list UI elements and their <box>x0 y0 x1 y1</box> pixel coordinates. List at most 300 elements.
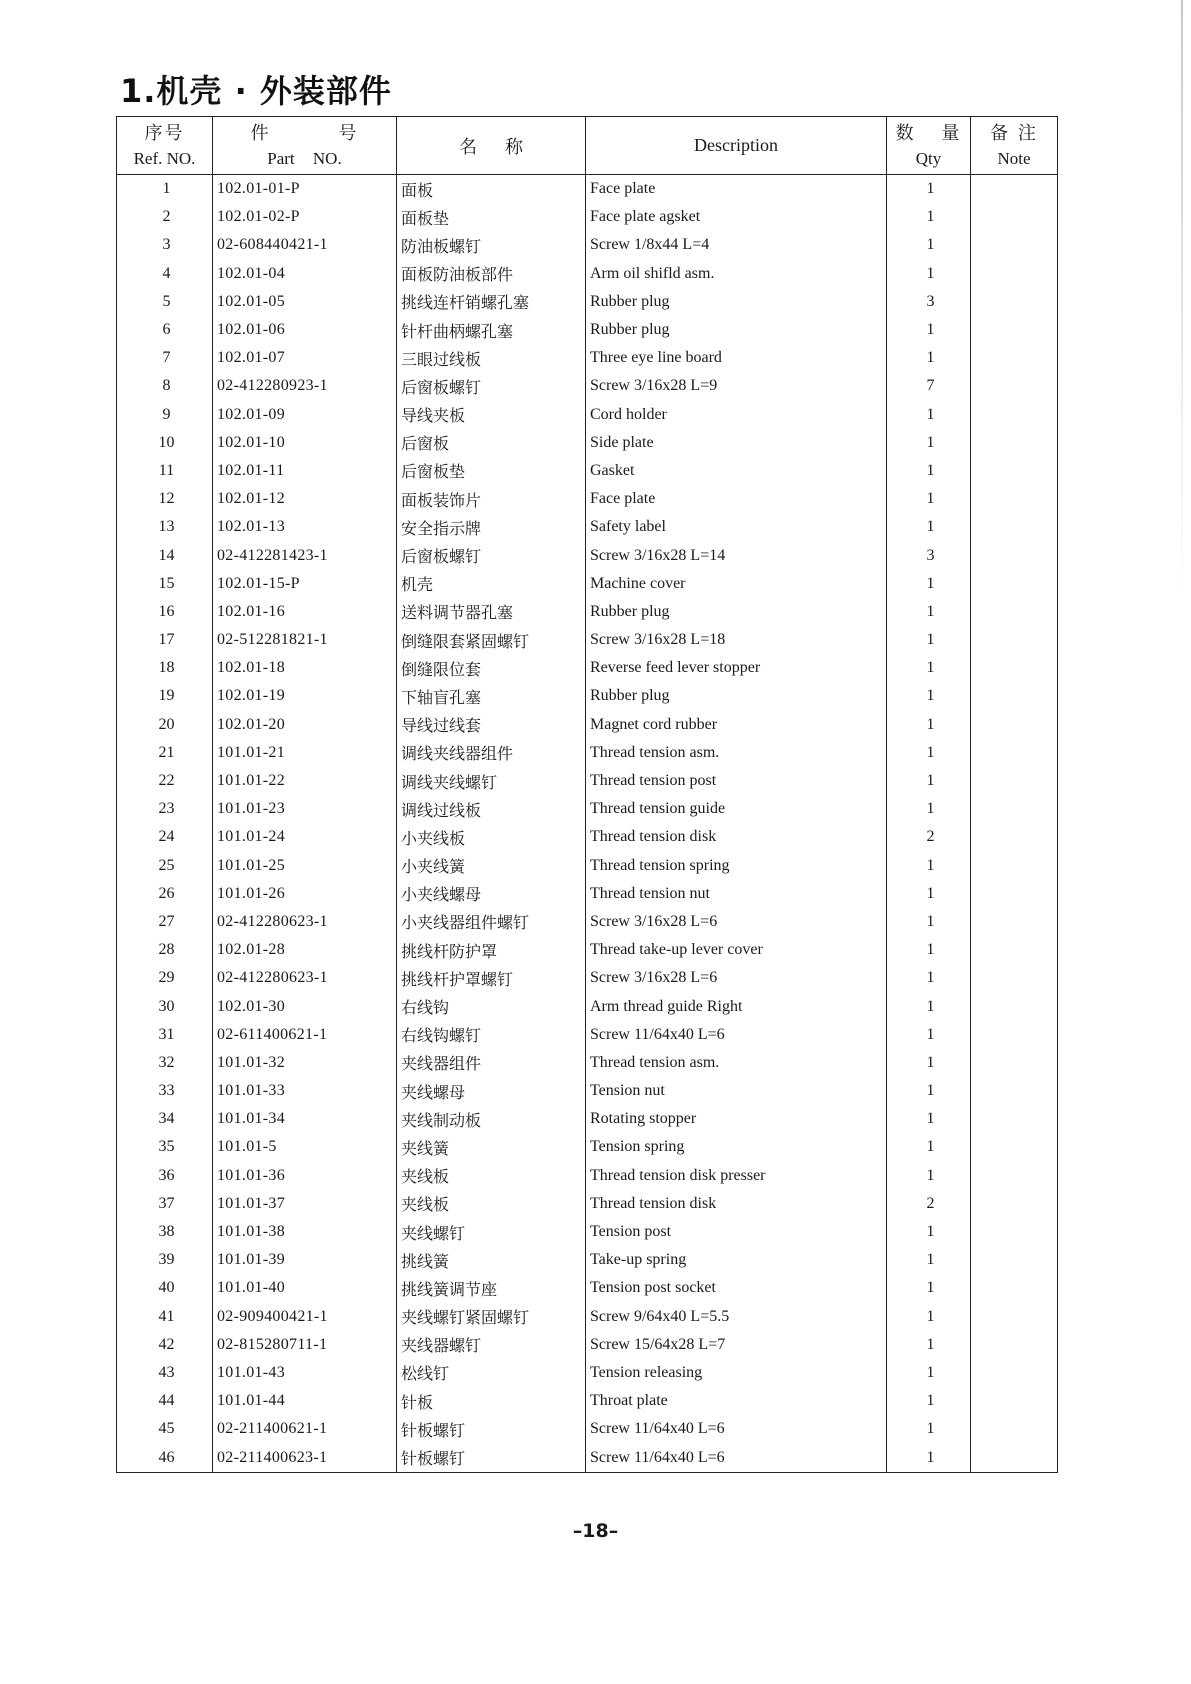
row-part-no: 102.01-16 <box>213 598 397 626</box>
header-qty-en: Qty <box>915 148 942 168</box>
row-ref-no: 11 <box>117 457 213 485</box>
row-description: Rubber plug <box>586 598 887 626</box>
row-name-cn: 后窗板螺钉 <box>397 372 586 400</box>
row-name-cn: 小夹线器组件螺钉 <box>397 908 586 936</box>
row-name-cn: 针板螺钉 <box>397 1443 586 1472</box>
row-name-cn: 倒缝限套紧固螺钉 <box>397 626 586 654</box>
row-note <box>971 1190 1058 1218</box>
row-qty: 1 <box>887 852 971 880</box>
row-part-no: 102.01-20 <box>213 711 397 739</box>
row-qty: 1 <box>887 344 971 372</box>
row-note <box>971 1331 1058 1359</box>
row-qty: 1 <box>887 626 971 654</box>
row-qty: 1 <box>887 429 971 457</box>
row-note <box>971 1162 1058 1190</box>
parts-table <box>116 116 1058 1473</box>
table-row <box>117 231 1058 259</box>
table-row <box>117 570 1058 598</box>
row-name-cn: 挑线连杆销螺孔塞 <box>397 288 586 316</box>
row-note <box>971 908 1058 936</box>
row-ref-no: 35 <box>117 1133 213 1161</box>
row-note <box>971 880 1058 908</box>
row-part-no: 101.01-44 <box>213 1387 397 1415</box>
row-description: Thread tension nut <box>586 880 887 908</box>
table-row <box>117 457 1058 485</box>
row-description: Arm thread guide Right <box>586 992 887 1020</box>
row-part-no: 02-608440421-1 <box>213 231 397 259</box>
row-name-cn: 面板 <box>397 175 586 204</box>
table-row <box>117 1077 1058 1105</box>
row-ref-no: 3 <box>117 231 213 259</box>
row-ref-no: 26 <box>117 880 213 908</box>
row-part-no: 101.01-33 <box>213 1077 397 1105</box>
header-note-cn: 备 注 <box>990 122 1038 144</box>
row-note <box>971 1246 1058 1274</box>
row-qty: 1 <box>887 1162 971 1190</box>
row-description: Screw 1/8x44 L=4 <box>586 231 887 259</box>
row-name-cn: 防油板螺钉 <box>397 231 586 259</box>
row-note <box>971 711 1058 739</box>
row-name-cn: 夹线螺钉紧固螺钉 <box>397 1303 586 1331</box>
row-part-no: 02-412281423-1 <box>213 541 397 569</box>
row-ref-no: 24 <box>117 823 213 851</box>
row-note <box>971 852 1058 880</box>
row-description: Screw 11/64x40 L=6 <box>586 1021 887 1049</box>
row-note <box>971 795 1058 823</box>
row-qty: 3 <box>887 288 971 316</box>
table-row <box>117 1387 1058 1415</box>
table-row <box>117 654 1058 682</box>
table-row <box>117 795 1058 823</box>
row-name-cn: 夹线板 <box>397 1162 586 1190</box>
row-ref-no: 40 <box>117 1274 213 1302</box>
row-part-no: 102.01-10 <box>213 429 397 457</box>
table-row <box>117 1218 1058 1246</box>
row-qty: 1 <box>887 401 971 429</box>
row-ref-no: 22 <box>117 767 213 795</box>
row-qty: 2 <box>887 823 971 851</box>
row-note <box>971 1218 1058 1246</box>
row-ref-no: 29 <box>117 964 213 992</box>
table-row <box>117 1443 1058 1472</box>
row-part-no: 102.01-11 <box>213 457 397 485</box>
row-description: Screw 3/16x28 L=18 <box>586 626 887 654</box>
row-part-no: 101.01-37 <box>213 1190 397 1218</box>
row-note <box>971 936 1058 964</box>
row-note <box>971 598 1058 626</box>
row-description: Tension releasing <box>586 1359 887 1387</box>
table-row <box>117 711 1058 739</box>
row-name-cn: 机壳 <box>397 570 586 598</box>
row-description: Face plate <box>586 485 887 513</box>
row-name-cn: 小夹线螺母 <box>397 880 586 908</box>
header-part-cn: 件 号 <box>250 122 359 144</box>
scan-page-edge <box>1181 0 1183 600</box>
row-description: Thread tension post <box>586 767 887 795</box>
row-part-no: 102.01-19 <box>213 682 397 710</box>
table-row <box>117 823 1058 851</box>
row-part-no: 101.01-24 <box>213 823 397 851</box>
row-name-cn: 挑线簧 <box>397 1246 586 1274</box>
table-row <box>117 1303 1058 1331</box>
row-qty: 1 <box>887 739 971 767</box>
header-part-en: Part NO. <box>267 148 342 168</box>
row-ref-no: 20 <box>117 711 213 739</box>
row-description: Side plate <box>586 429 887 457</box>
row-ref-no: 30 <box>117 992 213 1020</box>
table-row <box>117 1049 1058 1077</box>
table-row <box>117 1415 1058 1443</box>
row-note <box>971 1443 1058 1472</box>
row-qty: 1 <box>887 1443 971 1472</box>
table-row <box>117 513 1058 541</box>
header-qty <box>887 117 971 175</box>
row-name-cn: 小夹线板 <box>397 823 586 851</box>
row-part-no: 102.01-12 <box>213 485 397 513</box>
row-qty: 1 <box>887 880 971 908</box>
header-qty-cn: 数 量 <box>895 122 962 144</box>
row-description: Take-up spring <box>586 1246 887 1274</box>
row-description: Thread tension disk presser <box>586 1162 887 1190</box>
row-qty: 1 <box>887 1105 971 1133</box>
row-part-no: 102.01-13 <box>213 513 397 541</box>
row-description: Thread take-up lever cover <box>586 936 887 964</box>
row-part-no: 02-412280623-1 <box>213 964 397 992</box>
table-row <box>117 372 1058 400</box>
row-part-no: 02-412280623-1 <box>213 908 397 936</box>
row-name-cn: 小夹线簧 <box>397 852 586 880</box>
row-name-cn: 面板防油板部件 <box>397 260 586 288</box>
row-note <box>971 513 1058 541</box>
table-row <box>117 682 1058 710</box>
row-part-no: 101.01-43 <box>213 1359 397 1387</box>
table-row <box>117 1274 1058 1302</box>
header-part <box>213 117 397 175</box>
row-ref-no: 23 <box>117 795 213 823</box>
row-note <box>971 288 1058 316</box>
row-qty: 1 <box>887 1331 971 1359</box>
table-row <box>117 1359 1058 1387</box>
row-part-no: 102.01-04 <box>213 260 397 288</box>
row-qty: 1 <box>887 1077 971 1105</box>
row-note <box>971 457 1058 485</box>
row-ref-no: 15 <box>117 570 213 598</box>
row-qty: 1 <box>887 231 971 259</box>
row-description: Screw 3/16x28 L=6 <box>586 908 887 936</box>
row-qty: 1 <box>887 711 971 739</box>
row-ref-no: 28 <box>117 936 213 964</box>
row-part-no: 02-211400623-1 <box>213 1443 397 1472</box>
row-qty: 1 <box>887 316 971 344</box>
row-part-no: 101.01-39 <box>213 1246 397 1274</box>
row-note <box>971 372 1058 400</box>
row-note <box>971 823 1058 851</box>
row-name-cn: 挑线簧调节座 <box>397 1274 586 1302</box>
row-name-cn: 夹线簧 <box>397 1133 586 1161</box>
row-part-no: 02-211400621-1 <box>213 1415 397 1443</box>
row-description: Reverse feed lever stopper <box>586 654 887 682</box>
row-note <box>971 964 1058 992</box>
table-row <box>117 880 1058 908</box>
header-description <box>586 117 887 175</box>
row-ref-no: 41 <box>117 1303 213 1331</box>
row-ref-no: 8 <box>117 372 213 400</box>
row-description: Machine cover <box>586 570 887 598</box>
row-note <box>971 485 1058 513</box>
row-qty: 1 <box>887 1133 971 1161</box>
row-part-no: 02-512281821-1 <box>213 626 397 654</box>
row-description: Screw 11/64x40 L=6 <box>586 1415 887 1443</box>
row-part-no: 102.01-02-P <box>213 203 397 231</box>
header-note <box>971 117 1058 175</box>
row-note <box>971 316 1058 344</box>
table-row <box>117 1133 1058 1161</box>
table-row <box>117 908 1058 936</box>
row-qty: 1 <box>887 203 971 231</box>
row-description: Thread tension disk <box>586 823 887 851</box>
row-part-no: 02-815280711-1 <box>213 1331 397 1359</box>
row-name-cn: 夹线器组件 <box>397 1049 586 1077</box>
row-name-cn: 面板垫 <box>397 203 586 231</box>
row-name-cn: 安全指示牌 <box>397 513 586 541</box>
row-note <box>971 1415 1058 1443</box>
row-description: Screw 3/16x28 L=9 <box>586 372 887 400</box>
row-part-no: 101.01-34 <box>213 1105 397 1133</box>
row-note <box>971 1021 1058 1049</box>
row-part-no: 101.01-21 <box>213 739 397 767</box>
row-qty: 1 <box>887 1387 971 1415</box>
row-name-cn: 松线钉 <box>397 1359 586 1387</box>
row-ref-no: 5 <box>117 288 213 316</box>
table-row <box>117 852 1058 880</box>
row-qty: 1 <box>887 457 971 485</box>
header-note-en: Note <box>997 148 1031 168</box>
row-description: Throat plate <box>586 1387 887 1415</box>
row-description: Thread tension asm. <box>586 1049 887 1077</box>
table-row <box>117 288 1058 316</box>
row-name-cn: 调线夹线螺钉 <box>397 767 586 795</box>
row-part-no: 101.01-38 <box>213 1218 397 1246</box>
row-qty: 1 <box>887 175 971 204</box>
row-part-no: 102.01-15-P <box>213 570 397 598</box>
table-row <box>117 1162 1058 1190</box>
row-note <box>971 203 1058 231</box>
row-description: Screw 15/64x28 L=7 <box>586 1331 887 1359</box>
row-note <box>971 1303 1058 1331</box>
header-row <box>117 117 1058 175</box>
table-row <box>117 626 1058 654</box>
row-qty: 3 <box>887 541 971 569</box>
header-ref <box>117 117 213 175</box>
table-row <box>117 316 1058 344</box>
row-ref-no: 6 <box>117 316 213 344</box>
row-part-no: 101.01-36 <box>213 1162 397 1190</box>
row-qty: 1 <box>887 1246 971 1274</box>
row-name-cn: 下轴盲孔塞 <box>397 682 586 710</box>
parts-body <box>117 175 1058 1473</box>
row-note <box>971 1274 1058 1302</box>
row-qty: 1 <box>887 1274 971 1302</box>
row-part-no: 101.01-25 <box>213 852 397 880</box>
row-ref-no: 16 <box>117 598 213 626</box>
row-qty: 2 <box>887 1190 971 1218</box>
row-ref-no: 46 <box>117 1443 213 1472</box>
row-part-no: 102.01-06 <box>213 316 397 344</box>
row-name-cn: 调线过线板 <box>397 795 586 823</box>
row-note <box>971 1049 1058 1077</box>
table-row <box>117 485 1058 513</box>
row-description: Face plate <box>586 175 887 204</box>
row-ref-no: 33 <box>117 1077 213 1105</box>
row-description: Tension nut <box>586 1077 887 1105</box>
table-row <box>117 598 1058 626</box>
row-note <box>971 992 1058 1020</box>
row-ref-no: 12 <box>117 485 213 513</box>
row-name-cn: 夹线螺钉 <box>397 1218 586 1246</box>
page-title: 1.机壳 · 外装部件 <box>120 72 392 110</box>
row-ref-no: 13 <box>117 513 213 541</box>
row-description: Cord holder <box>586 401 887 429</box>
row-name-cn: 三眼过线板 <box>397 344 586 372</box>
row-name-cn: 夹线器螺钉 <box>397 1331 586 1359</box>
row-note <box>971 1105 1058 1133</box>
row-description: Thread tension spring <box>586 852 887 880</box>
row-description: Face plate agsket <box>586 203 887 231</box>
row-part-no: 101.01-32 <box>213 1049 397 1077</box>
row-qty: 1 <box>887 1303 971 1331</box>
row-name-cn: 后窗板螺钉 <box>397 541 586 569</box>
row-qty: 1 <box>887 654 971 682</box>
row-name-cn: 右线钩 <box>397 992 586 1020</box>
row-name-cn: 后窗板 <box>397 429 586 457</box>
table-row <box>117 767 1058 795</box>
table-row <box>117 1331 1058 1359</box>
row-name-cn: 倒缝限位套 <box>397 654 586 682</box>
row-note <box>971 626 1058 654</box>
row-description: Thread tension disk <box>586 1190 887 1218</box>
row-part-no: 101.01-5 <box>213 1133 397 1161</box>
table-row <box>117 175 1058 204</box>
row-ref-no: 43 <box>117 1359 213 1387</box>
row-part-no: 101.01-22 <box>213 767 397 795</box>
page-number: –18– <box>572 1520 619 1542</box>
row-description: Rubber plug <box>586 316 887 344</box>
table-row <box>117 992 1058 1020</box>
row-ref-no: 31 <box>117 1021 213 1049</box>
row-name-cn: 导线过线套 <box>397 711 586 739</box>
table-row <box>117 936 1058 964</box>
row-qty: 1 <box>887 964 971 992</box>
row-note <box>971 1133 1058 1161</box>
row-qty: 7 <box>887 372 971 400</box>
row-part-no: 102.01-28 <box>213 936 397 964</box>
table-row <box>117 1246 1058 1274</box>
row-ref-no: 14 <box>117 541 213 569</box>
table-row <box>117 1021 1058 1049</box>
row-qty: 1 <box>887 1359 971 1387</box>
row-part-no: 02-611400621-1 <box>213 1021 397 1049</box>
row-ref-no: 45 <box>117 1415 213 1443</box>
row-note <box>971 1359 1058 1387</box>
row-part-no: 102.01-05 <box>213 288 397 316</box>
row-ref-no: 21 <box>117 739 213 767</box>
header-ref-en: Ref. NO. <box>133 148 196 168</box>
row-qty: 1 <box>887 682 971 710</box>
row-part-no: 101.01-26 <box>213 880 397 908</box>
row-part-no: 102.01-09 <box>213 401 397 429</box>
row-name-cn: 挑线杆护罩螺钉 <box>397 964 586 992</box>
row-ref-no: 42 <box>117 1331 213 1359</box>
row-ref-no: 1 <box>117 175 213 204</box>
row-ref-no: 25 <box>117 852 213 880</box>
row-name-cn: 导线夹板 <box>397 401 586 429</box>
row-note <box>971 1077 1058 1105</box>
row-description: Safety label <box>586 513 887 541</box>
row-ref-no: 18 <box>117 654 213 682</box>
row-description: Tension spring <box>586 1133 887 1161</box>
row-ref-no: 36 <box>117 1162 213 1190</box>
row-description: Thread tension asm. <box>586 739 887 767</box>
row-note <box>971 231 1058 259</box>
row-note <box>971 260 1058 288</box>
row-ref-no: 2 <box>117 203 213 231</box>
row-description: Tension post socket <box>586 1274 887 1302</box>
row-name-cn: 送料调节器孔塞 <box>397 598 586 626</box>
row-description: Three eye line board <box>586 344 887 372</box>
row-name-cn: 夹线螺母 <box>397 1077 586 1105</box>
row-qty: 1 <box>887 598 971 626</box>
row-qty: 1 <box>887 992 971 1020</box>
row-qty: 1 <box>887 485 971 513</box>
row-qty: 1 <box>887 936 971 964</box>
row-note <box>971 570 1058 598</box>
row-description: Screw 9/64x40 L=5.5 <box>586 1303 887 1331</box>
row-description: Thread tension guide <box>586 795 887 823</box>
row-name-cn: 针杆曲柄螺孔塞 <box>397 316 586 344</box>
table-row <box>117 260 1058 288</box>
row-ref-no: 37 <box>117 1190 213 1218</box>
row-name-cn: 夹线制动板 <box>397 1105 586 1133</box>
row-ref-no: 19 <box>117 682 213 710</box>
table-row <box>117 203 1058 231</box>
row-part-no: 102.01-01-P <box>213 175 397 204</box>
row-note <box>971 767 1058 795</box>
row-ref-no: 44 <box>117 1387 213 1415</box>
row-part-no: 02-909400421-1 <box>213 1303 397 1331</box>
row-ref-no: 7 <box>117 344 213 372</box>
row-ref-no: 10 <box>117 429 213 457</box>
row-qty: 1 <box>887 908 971 936</box>
row-part-no: 101.01-23 <box>213 795 397 823</box>
row-qty: 1 <box>887 513 971 541</box>
row-description: Gasket <box>586 457 887 485</box>
row-part-no: 102.01-30 <box>213 992 397 1020</box>
row-note <box>971 175 1058 204</box>
row-note <box>971 654 1058 682</box>
header-description-text: Description <box>694 135 778 155</box>
row-name-cn: 针板 <box>397 1387 586 1415</box>
row-part-no: 102.01-18 <box>213 654 397 682</box>
row-name-cn: 右线钩螺钉 <box>397 1021 586 1049</box>
row-description: Rubber plug <box>586 288 887 316</box>
row-description: Screw 3/16x28 L=6 <box>586 964 887 992</box>
row-note <box>971 1387 1058 1415</box>
row-note <box>971 541 1058 569</box>
row-note <box>971 682 1058 710</box>
row-description: Rotating stopper <box>586 1105 887 1133</box>
row-name-cn: 后窗板垫 <box>397 457 586 485</box>
table-row <box>117 1190 1058 1218</box>
